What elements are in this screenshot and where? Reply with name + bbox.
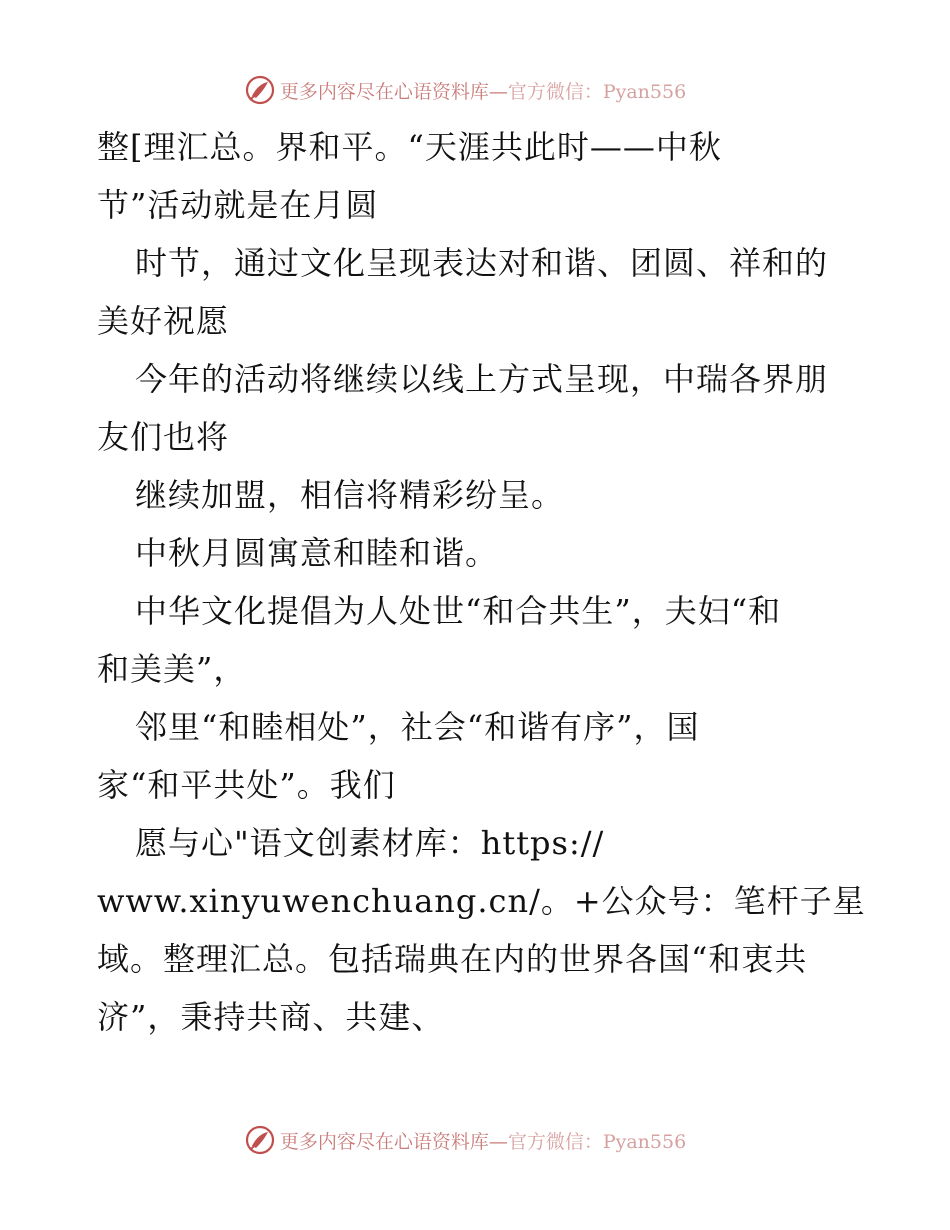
footer-text bbox=[280, 1127, 686, 1154]
text-line: 时节，通过文化呈现表达对和谐、团圆、祥和的 bbox=[135, 244, 829, 282]
text-line: 愿与心"语文创素材库：https:// bbox=[135, 824, 605, 862]
header-text bbox=[280, 77, 686, 104]
pen-logo-icon bbox=[244, 1124, 276, 1156]
footer-brand-text: 更多内容尽在心语资料库 bbox=[279, 1130, 489, 1153]
text-line: 今年的活动将继续以线上方式呈现，中瑞各界朋 bbox=[135, 360, 829, 398]
text-line: 和美美”， bbox=[97, 650, 247, 688]
header-wechat-text: 官方微信：Pyan556 bbox=[507, 80, 687, 103]
text-line: 济”，秉持共商、共建、 bbox=[97, 998, 445, 1036]
text-line: 继续加盟，相信将精彩纷呈。 bbox=[135, 476, 565, 514]
footer-separator: — bbox=[488, 1130, 508, 1153]
text-line: 节”活动就是在月圆 bbox=[97, 186, 379, 224]
header-separator: — bbox=[488, 80, 508, 103]
text-line: 域。整理汇总。包括瑞典在内的世界各国“和衷共 bbox=[97, 940, 808, 978]
text-line: 中秋月圆寓意和睦和谐。 bbox=[135, 534, 499, 572]
text-line: 家“和平共处”。我们 bbox=[97, 766, 396, 804]
text-line: 友们也将 bbox=[97, 418, 230, 456]
pen-logo-icon bbox=[244, 74, 276, 106]
footer-wechat-text: 官方微信：Pyan556 bbox=[507, 1130, 687, 1153]
text-line: 邻里“和睦相处”，社会“和谐有序”，国 bbox=[135, 708, 700, 746]
text-line: www.xinyuwenchuang.cn/。+公众号：笔杆子星 bbox=[97, 882, 866, 920]
header-banner bbox=[0, 70, 950, 110]
footer-banner bbox=[0, 1120, 950, 1160]
header-brand-text: 更多内容尽在心语资料库 bbox=[279, 80, 489, 103]
text-line: 整[理汇总。界和平。“天涯共此时——中秋 bbox=[97, 128, 722, 166]
text-line: 美好祝愿 bbox=[97, 302, 230, 340]
text-line: 中华文化提倡为人处世“和合共生”，夫妇“和 bbox=[135, 592, 782, 630]
body-text bbox=[97, 118, 866, 1046]
